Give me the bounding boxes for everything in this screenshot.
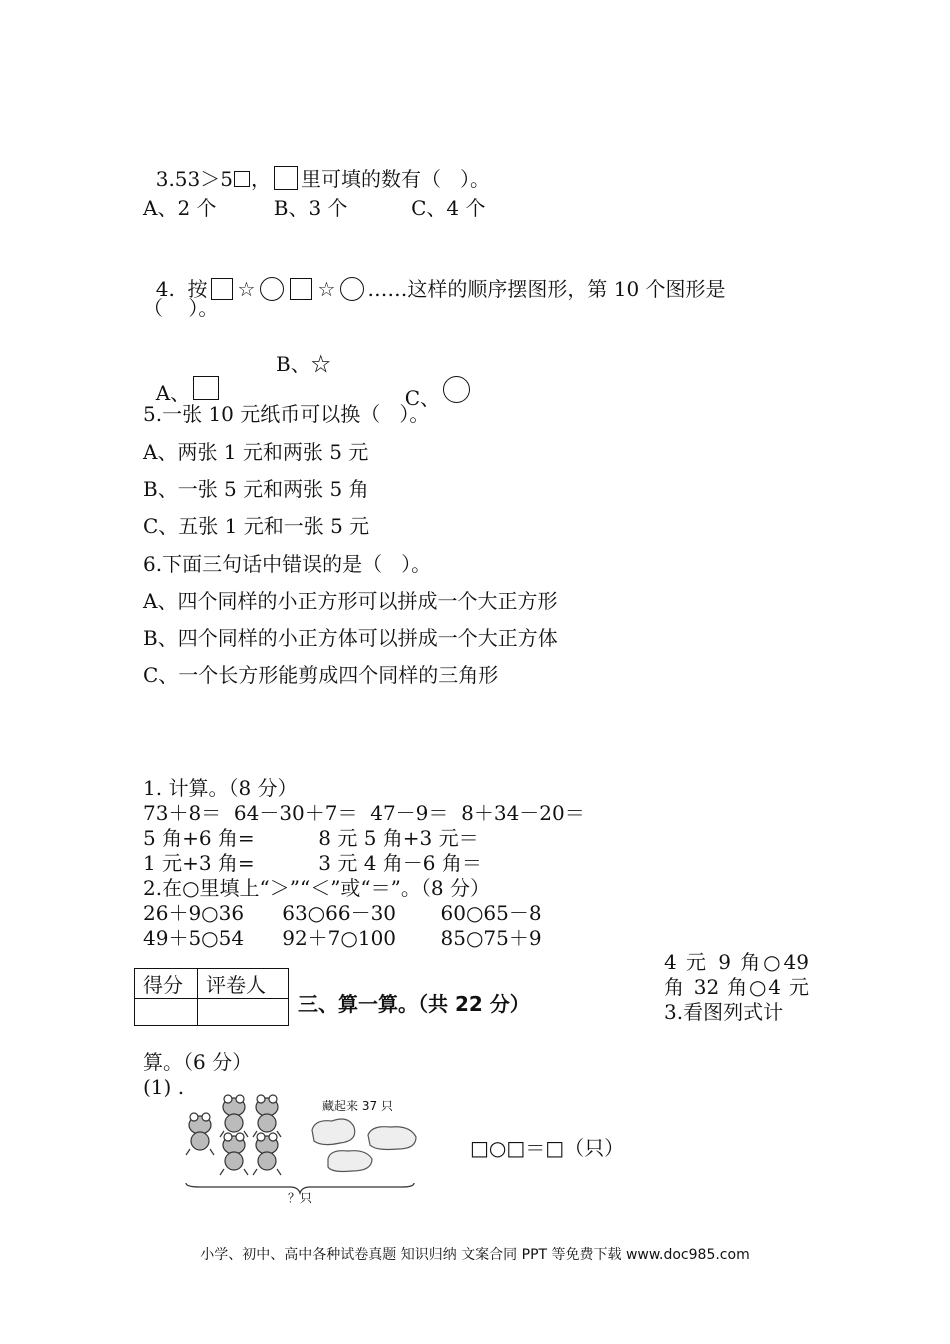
compare-title: 2.在○里填上“＞”“＜”或“＝”。（8 分） [143, 876, 490, 900]
compare-row-2: 49＋5○54 92＋7○100 85○75＋9 [143, 926, 542, 950]
rock-icon [368, 1127, 416, 1150]
q3-comma: ， [250, 167, 271, 191]
section-title: 三、算一算。（共 22 分） [298, 992, 530, 1016]
side-text: 4 元 9 角○49 角 32 角○4 元 3.看图列式计 [664, 950, 809, 1024]
calc-title: 1. 计算。（8 分） [143, 776, 298, 800]
q4-prefix: 4. 按 [155, 277, 208, 301]
q3-stem-text: 3.53＞5 [155, 167, 233, 191]
square-icon [274, 166, 298, 190]
q5-stem: 5.一张 10 元纸币可以换（ ）。 [143, 402, 430, 426]
q3-stem-tail: 里可填的数有（ ）。 [300, 167, 491, 191]
q4-opt-a-label: A、 [155, 381, 191, 405]
q4-option-b: B、☆ [276, 352, 331, 376]
total-question-label: ？只 [288, 1191, 313, 1205]
q6-option-a: A、四个同样的小正方形可以拼成一个大正方形 [143, 589, 558, 613]
star-icon: ☆ [317, 277, 336, 301]
rock-icon [328, 1151, 372, 1172]
q4-opt-c-label: C、 [404, 386, 441, 410]
q5-option-a: A、两张 1 元和两张 5 元 [143, 440, 369, 464]
q3-options: A、2 个 B、3 个 C、4 个 [143, 196, 486, 220]
q6-stem: 6.下面三句话中错误的是（ ）。 [143, 552, 432, 576]
hidden-count-label: 藏起来 37 只 [322, 1099, 393, 1113]
answer-formula: □○□＝□（只） [470, 1136, 625, 1160]
frog-icon [253, 1133, 281, 1175]
rock-icon [312, 1119, 355, 1145]
square-icon [193, 376, 219, 400]
frog-icon [220, 1133, 248, 1175]
q4-option-a [143, 352, 222, 405]
score-header: 得分 [135, 969, 198, 999]
q4-suffix: ……这样的顺序摆图形，第 10 个图形是 [367, 277, 726, 301]
frog-figure [180, 1085, 425, 1214]
frog-icon [220, 1095, 248, 1137]
score-cell[interactable] [135, 999, 198, 1026]
page-footer: 小学、初中、高中各种试卷真题 知识归纳 文案合同 PPT 等免费下载 www.doc985.com [200, 1247, 750, 1263]
q6-option-c: C、一个长方形能剪成四个同样的三角形 [143, 663, 499, 687]
calc-row-3: 1 元+3 角= 3 元 4 角－6 角＝ [143, 851, 482, 875]
compare-row-1: 26＋9○36 63○66－30 60○65－8 [143, 901, 542, 925]
circle-icon [340, 277, 364, 301]
square-icon [290, 278, 312, 300]
grader-header: 评卷人 [198, 969, 289, 999]
q3b-line-1: 算。（6 分） [143, 1050, 253, 1074]
score-table [134, 968, 289, 1026]
q5-option-c: C、五张 1 元和一张 5 元 [143, 514, 370, 538]
frog-icon [186, 1113, 214, 1155]
star-icon: ☆ [237, 277, 256, 301]
frog-icon [253, 1095, 281, 1137]
grader-cell[interactable] [198, 999, 289, 1026]
circle-icon [260, 277, 284, 301]
q4-answer-line: （ ）。 [143, 296, 219, 320]
calc-row-2: 5 角+6 角= 8 元 5 角+3 元＝ [143, 826, 479, 850]
calc-row-1: 73＋8＝ 64－30＋7＝ 47－9＝ 8＋34－20＝ [143, 801, 585, 825]
q3-stem [143, 142, 490, 191]
small-square-icon [234, 171, 250, 187]
q4-stem [143, 253, 726, 301]
circle-icon [443, 376, 470, 403]
q3b-line-2: (1) . [143, 1075, 185, 1099]
q5-option-b: B、一张 5 元和两张 5 角 [143, 477, 369, 501]
q6-option-b: B、四个同样的小正方体可以拼成一个大正方体 [143, 626, 558, 650]
